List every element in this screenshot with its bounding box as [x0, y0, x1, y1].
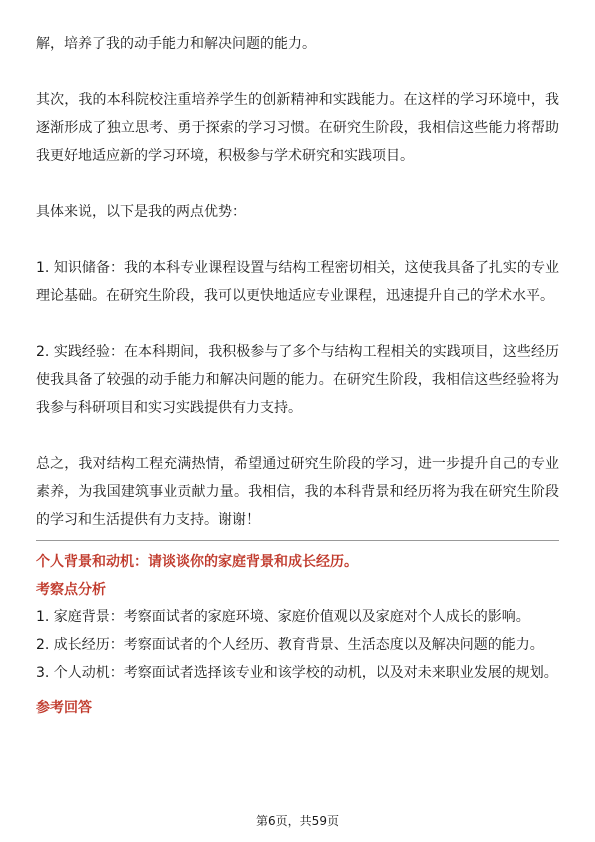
- paragraph-2: 其次，我的本科院校注重培养学生的创新精神和实践能力。在这样的学习环境中，我逐渐形成了独立思考、勇于探索的学习习惯。在研究生阶段，我相信这些能力将帮助我更好地适应新的学习环境，积极参与学术研究和实践项目。: [36, 92, 559, 164]
- paragraph-4: 1. 知识储备：我的本科专业课程设置与结构工程密切相关，这使我具备了扎实的专业理论基础。在研究生阶段，我可以更快地适应专业课程，迅速提升自己的学术水平。: [36, 260, 559, 304]
- paragraph-3: 具体来说，以下是我的两点优势：: [36, 204, 246, 220]
- answer-title: 参考回答: [36, 700, 92, 716]
- question-title: 个人背景和动机：请谈谈你的家庭背景和成长经历。: [36, 554, 358, 570]
- paragraph-6: 总之，我对结构工程充满热情，希望通过研究生阶段的学习，进一步提升自己的专业素养，为我国建筑事业贡献力量。我相信，我的本科背景和经历将为我在研究生阶段的学习和生活提供有力支持。谢谢！: [36, 456, 559, 528]
- page-number: 第6页，共59页: [256, 814, 339, 828]
- paragraph-1: 解，培养了我的动手能力和解决问题的能力。: [36, 36, 316, 52]
- section-divider: [36, 540, 559, 541]
- paragraph-5: 2. 实践经验：在本科期间，我积极参与了多个与结构工程相关的实践项目，这些经历使我具备了较强的动手能力和解决问题的能力。在研究生阶段，我相信这些经验将为我参与科研项目和实习实践提供有力支持。: [36, 344, 559, 416]
- analysis-item-3: 3. 个人动机：考察面试者选择该专业和该学校的动机，以及对未来职业发展的规划。: [36, 665, 558, 681]
- page-content: [36, 30, 559, 719]
- analysis-item-2: 2. 成长经历：考察面试者的个人经历、教育背景、生活态度以及解决问题的能力。: [36, 637, 544, 653]
- analysis-item-1: 1. 家庭背景：考察面试者的家庭环境、家庭价值观以及家庭对个人成长的影响。: [36, 609, 530, 625]
- analysis-title: 考察点分析: [36, 582, 106, 598]
